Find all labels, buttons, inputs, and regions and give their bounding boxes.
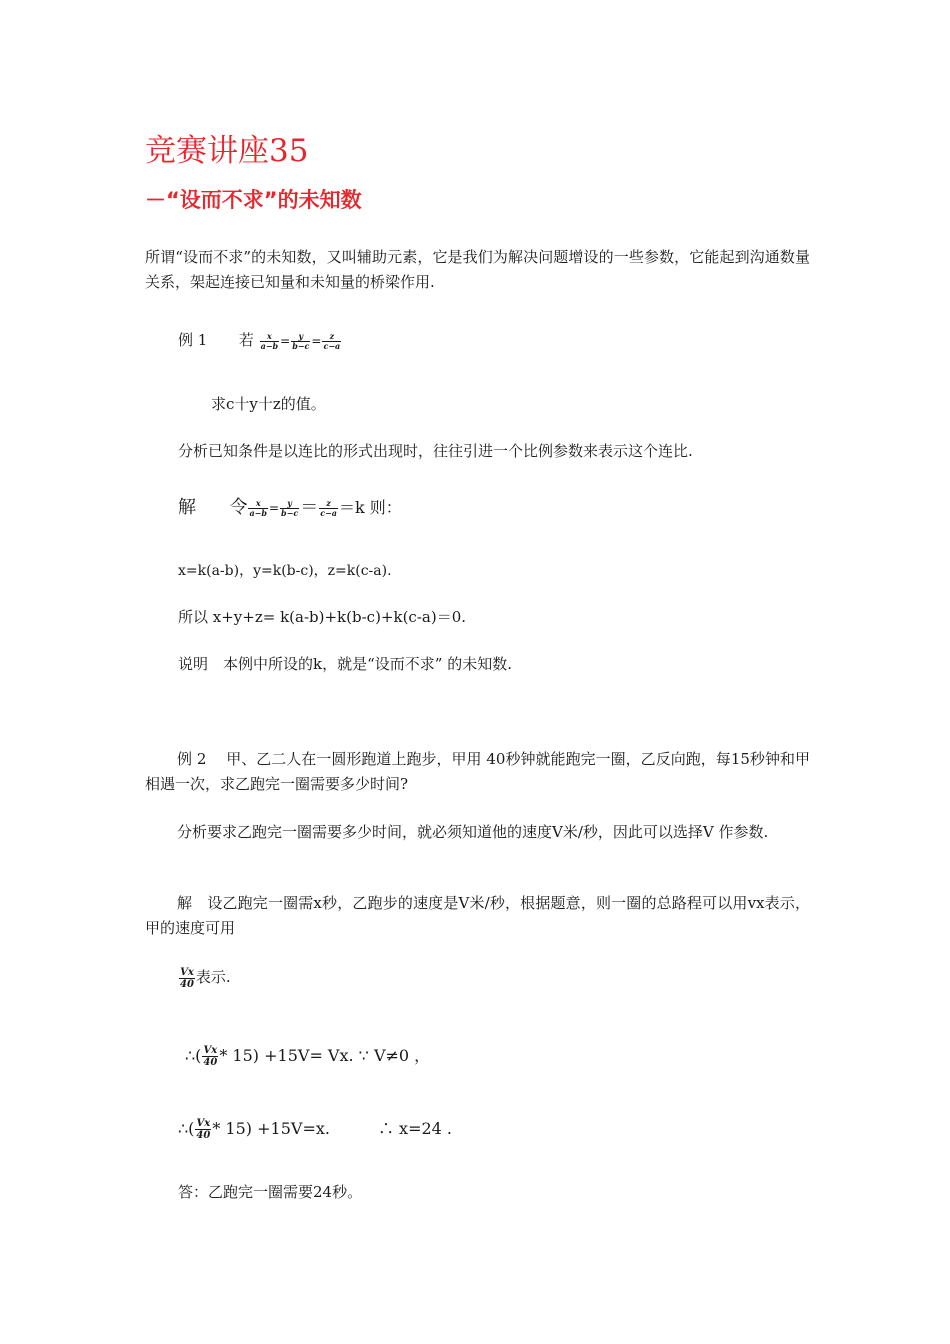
fraction-x-over-a-minus-b: $\frac{x}{a-b}$ (260, 330, 279, 351)
example1-step2: 所以 x+y+z= k(a-b)+k(b-c)+k(c-a)＝0. (178, 608, 467, 626)
fraction-x-over-a-minus-b: $\frac{x}{a-b}$ (249, 497, 267, 518)
equals-k-then: ＝k 则： (338, 498, 402, 517)
fraction-vx-over-40: $\frac{Vx}{40}$ (196, 1118, 211, 1141)
intro-paragraph: 所谓“设而不求”的未知数，又叫辅助元素，它是我们为解决问题增设的一些参数，它能起到沟通数量关系，架起连接已知量和未知量的桥梁作用. (145, 248, 810, 291)
page-title: 竞赛讲座35 (145, 133, 309, 169)
example1-condition: 例 1 若 $\frac{x}{a-b}$ = $\frac{y}{b-c}$ = $\frac{z}{c-a}$ (178, 330, 341, 351)
fraction-z-over-c-minus-a: $\frac{z}{c-a}$ (320, 497, 337, 518)
example2-equation-2: ∴( $\frac{Vx}{40}$ * 15) +15V=x. ∴ x=24 . (178, 1118, 453, 1141)
example1-question: 求c十y十z的值。 (211, 395, 326, 413)
therefore-symbol: ∴( (178, 1119, 195, 1138)
example2-analysis: 分析要求乙跑完一圈需要多少时间，就必须知道他的速度V米/秒，因此可以选择V 作参数. (177, 823, 769, 841)
example1-solution-intro: 解 令 $\frac{x}{a-b}$ = $\frac{y}{b-c}$ ＝ $\frac{z}{c-a}$ ＝k 则： (178, 497, 402, 518)
fraction-y-over-b-minus-c: $\frac{y}{b-c}$ (281, 497, 299, 518)
fraction-z-over-c-minus-a: $\frac{z}{c-a}$ (323, 330, 341, 351)
example2-problem: 例 2 甲、乙二人在一圆形跑道上跑步，甲用 40秒钟就能跑完一圈，乙反向跑，每15秒钟和甲相遇一次，求乙跑完一圈需要多少时间? (145, 750, 810, 793)
example2-solution: 解 设乙跑完一圈需x秒，乙跑步的速度是V米/秒，根据题意，则一圈的总路程可以用vx表示，甲的速度可用 (145, 894, 810, 937)
example1-if: 若 (238, 331, 254, 349)
solution-label: 解 (178, 497, 196, 518)
example2-answer: 答：乙跑完一圈需要24秒。 (178, 1183, 363, 1201)
fraction-vx-over-40: $\frac{Vx}{40}$ (180, 966, 194, 990)
fraction-vx-over-40: $\frac{Vx}{40}$ (203, 1045, 218, 1068)
example2-speed-expression: $\frac{Vx}{40}$ 表示. (180, 966, 231, 990)
fraction-y-over-b-minus-c: $\frac{y}{b-c}$ (292, 330, 310, 351)
example1-analysis: 分析已知条件是以连比的形式出现时，往往引进一个比例参数来表示这个连比. (178, 442, 693, 460)
therefore-symbol: ∴( (185, 1046, 202, 1065)
page-subtitle: －“设而不求”的未知数 (145, 188, 362, 212)
example1-label: 例 1 (178, 331, 208, 349)
example1-step1: x=k(a-b)，y=k(b-c)，z=k(c-a). (178, 563, 392, 579)
example1-note: 说明 本例中所设的k，就是“设而不求” 的未知数. (178, 655, 512, 673)
let-word: 令 (229, 497, 248, 518)
example2-equation-1: ∴( $\frac{Vx}{40}$ * 15) +15V= Vx. ∵ V≠0 ， (185, 1045, 431, 1068)
